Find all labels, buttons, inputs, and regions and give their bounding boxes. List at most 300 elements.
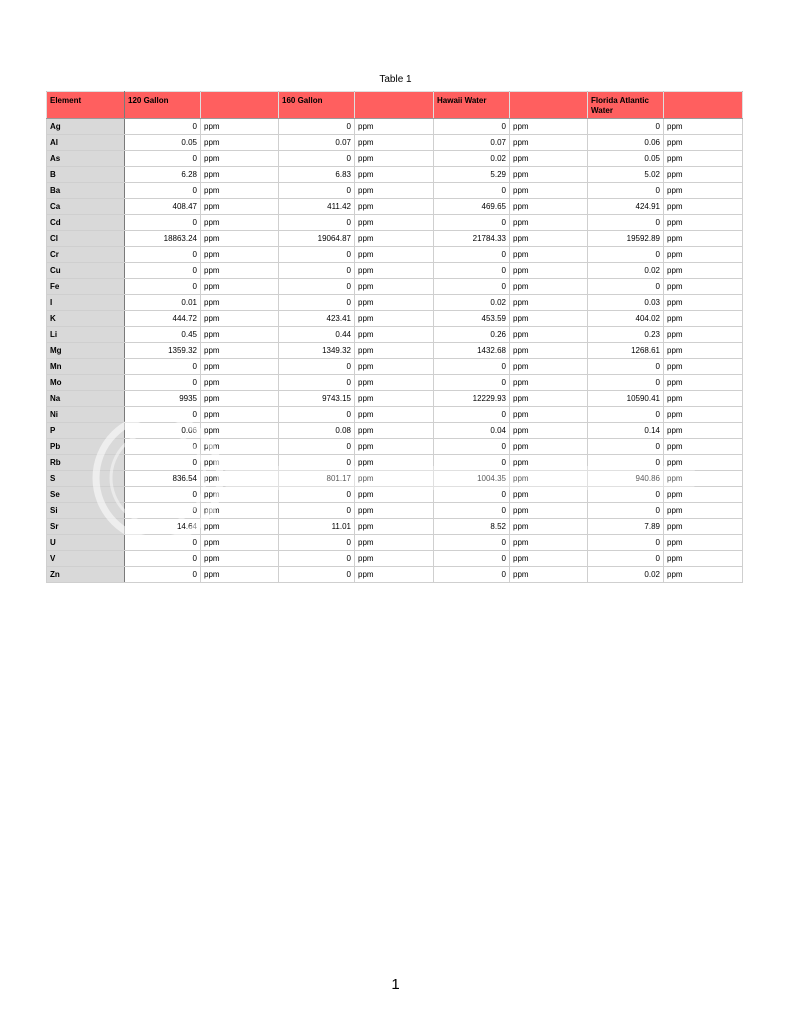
120-gallon-value: 6.28 xyxy=(125,167,201,183)
element-cell: Pb xyxy=(47,439,125,455)
120-gallon-unit: ppm xyxy=(201,199,279,215)
table-row xyxy=(47,359,743,375)
120-gallon-value: 0 xyxy=(125,439,201,455)
florida-atlantic-water-unit: ppm xyxy=(664,343,743,359)
hawaii-water-unit: ppm xyxy=(510,199,588,215)
120-gallon-value: 0 xyxy=(125,487,201,503)
160-gallon-value: 0 xyxy=(279,151,355,167)
hawaii-water-unit: ppm xyxy=(510,439,588,455)
hawaii-water-value: 0 xyxy=(434,487,510,503)
120-gallon-value: 408.47 xyxy=(125,199,201,215)
table-row xyxy=(47,327,743,343)
120-gallon-unit: ppm xyxy=(201,215,279,231)
hawaii-water-unit: ppm xyxy=(510,423,588,439)
header-florida-atlantic-water: Florida Atlantic Water xyxy=(588,92,664,119)
160-gallon-value: 0 xyxy=(279,375,355,391)
160-gallon-unit: ppm xyxy=(355,455,434,471)
160-gallon-unit: ppm xyxy=(355,199,434,215)
120-gallon-value: 0 xyxy=(125,279,201,295)
table-row xyxy=(47,199,743,215)
160-gallon-value: 801.17 xyxy=(279,471,355,487)
160-gallon-value: 411.42 xyxy=(279,199,355,215)
160-gallon-unit: ppm xyxy=(355,151,434,167)
120-gallon-value: 0 xyxy=(125,263,201,279)
florida-atlantic-water-value: 7.89 xyxy=(588,519,664,535)
florida-atlantic-water-unit: ppm xyxy=(664,263,743,279)
hawaii-water-value: 0 xyxy=(434,503,510,519)
hawaii-water-value: 0 xyxy=(434,551,510,567)
element-cell: Li xyxy=(47,327,125,343)
160-gallon-unit: ppm xyxy=(355,311,434,327)
element-cell: Ca xyxy=(47,199,125,215)
florida-atlantic-water-unit: ppm xyxy=(664,423,743,439)
florida-atlantic-water-value: 0 xyxy=(588,375,664,391)
120-gallon-unit: ppm xyxy=(201,567,279,583)
florida-atlantic-water-value: 0.06 xyxy=(588,135,664,151)
160-gallon-value: 0 xyxy=(279,183,355,199)
florida-atlantic-water-unit: ppm xyxy=(664,183,743,199)
120-gallon-value: 14.64 xyxy=(125,519,201,535)
florida-atlantic-water-unit: ppm xyxy=(664,535,743,551)
hawaii-water-value: 0 xyxy=(434,439,510,455)
table-body xyxy=(47,119,743,583)
hawaii-water-value: 0 xyxy=(434,279,510,295)
160-gallon-unit: ppm xyxy=(355,135,434,151)
table-row xyxy=(47,503,743,519)
table-row xyxy=(47,215,743,231)
hawaii-water-unit: ppm xyxy=(510,327,588,343)
florida-atlantic-water-value: 5.02 xyxy=(588,167,664,183)
header-120-gallon-unit xyxy=(201,92,279,119)
table-row xyxy=(47,455,743,471)
hawaii-water-value: 0.04 xyxy=(434,423,510,439)
florida-atlantic-water-unit: ppm xyxy=(664,167,743,183)
florida-atlantic-water-value: 0 xyxy=(588,247,664,263)
florida-atlantic-water-value: 0 xyxy=(588,215,664,231)
hawaii-water-unit: ppm xyxy=(510,135,588,151)
florida-atlantic-water-value: 0 xyxy=(588,183,664,199)
table-row xyxy=(47,263,743,279)
element-cell: Al xyxy=(47,135,125,151)
florida-atlantic-water-unit: ppm xyxy=(664,551,743,567)
120-gallon-value: 9935 xyxy=(125,391,201,407)
120-gallon-unit: ppm xyxy=(201,519,279,535)
160-gallon-unit: ppm xyxy=(355,343,434,359)
florida-atlantic-water-unit: ppm xyxy=(664,487,743,503)
element-cell: Fe xyxy=(47,279,125,295)
160-gallon-unit: ppm xyxy=(355,263,434,279)
120-gallon-value: 0 xyxy=(125,551,201,567)
florida-atlantic-water-unit: ppm xyxy=(664,199,743,215)
160-gallon-unit: ppm xyxy=(355,183,434,199)
160-gallon-value: 0 xyxy=(279,263,355,279)
160-gallon-unit: ppm xyxy=(355,487,434,503)
120-gallon-unit: ppm xyxy=(201,503,279,519)
120-gallon-unit: ppm xyxy=(201,471,279,487)
120-gallon-value: 0 xyxy=(125,119,201,135)
120-gallon-value: 0 xyxy=(125,183,201,199)
160-gallon-value: 1349.32 xyxy=(279,343,355,359)
120-gallon-unit: ppm xyxy=(201,167,279,183)
table-row xyxy=(47,551,743,567)
header-element: Element xyxy=(47,92,125,119)
160-gallon-unit: ppm xyxy=(355,375,434,391)
hawaii-water-value: 21784.33 xyxy=(434,231,510,247)
florida-atlantic-water-value: 0 xyxy=(588,551,664,567)
florida-atlantic-water-value: 0 xyxy=(588,359,664,375)
element-cell: As xyxy=(47,151,125,167)
hawaii-water-value: 0 xyxy=(434,375,510,391)
table-row xyxy=(47,295,743,311)
hawaii-water-value: 0 xyxy=(434,567,510,583)
120-gallon-value: 0 xyxy=(125,503,201,519)
hawaii-water-value: 5.29 xyxy=(434,167,510,183)
florida-atlantic-water-unit: ppm xyxy=(664,311,743,327)
hawaii-water-unit: ppm xyxy=(510,407,588,423)
header-160-gallon: 160 Gallon xyxy=(279,92,355,119)
florida-atlantic-water-value: 940.86 xyxy=(588,471,664,487)
120-gallon-value: 0 xyxy=(125,407,201,423)
160-gallon-unit: ppm xyxy=(355,215,434,231)
element-cell: Mn xyxy=(47,359,125,375)
florida-atlantic-water-unit: ppm xyxy=(664,247,743,263)
hawaii-water-unit: ppm xyxy=(510,183,588,199)
160-gallon-unit: ppm xyxy=(355,471,434,487)
hawaii-water-value: 1004.35 xyxy=(434,471,510,487)
florida-atlantic-water-unit: ppm xyxy=(664,119,743,135)
hawaii-water-value: 1432.68 xyxy=(434,343,510,359)
hawaii-water-unit: ppm xyxy=(510,487,588,503)
header-hawaii-water-unit xyxy=(510,92,588,119)
hawaii-water-unit: ppm xyxy=(510,359,588,375)
table-row xyxy=(47,535,743,551)
hawaii-water-value: 0 xyxy=(434,359,510,375)
element-cell: Ba xyxy=(47,183,125,199)
160-gallon-unit: ppm xyxy=(355,391,434,407)
florida-atlantic-water-value: 19592.89 xyxy=(588,231,664,247)
120-gallon-unit: ppm xyxy=(201,423,279,439)
page-number: 1 xyxy=(391,976,400,993)
element-cell: Sr xyxy=(47,519,125,535)
120-gallon-value: 0.45 xyxy=(125,327,201,343)
120-gallon-unit: ppm xyxy=(201,183,279,199)
hawaii-water-value: 0.26 xyxy=(434,327,510,343)
120-gallon-value: 444.72 xyxy=(125,311,201,327)
160-gallon-value: 0.08 xyxy=(279,423,355,439)
hawaii-water-unit: ppm xyxy=(510,295,588,311)
120-gallon-value: 0 xyxy=(125,455,201,471)
120-gallon-unit: ppm xyxy=(201,535,279,551)
hawaii-water-unit: ppm xyxy=(510,391,588,407)
element-cell: K xyxy=(47,311,125,327)
120-gallon-unit: ppm xyxy=(201,343,279,359)
element-cell: Cu xyxy=(47,263,125,279)
hawaii-water-value: 0.02 xyxy=(434,151,510,167)
hawaii-water-unit: ppm xyxy=(510,215,588,231)
120-gallon-unit: ppm xyxy=(201,311,279,327)
florida-atlantic-water-unit: ppm xyxy=(664,279,743,295)
florida-atlantic-water-value: 0 xyxy=(588,279,664,295)
florida-atlantic-water-value: 0 xyxy=(588,455,664,471)
table-row xyxy=(47,567,743,583)
120-gallon-value: 0 xyxy=(125,359,201,375)
florida-atlantic-water-value: 0 xyxy=(588,535,664,551)
120-gallon-unit: ppm xyxy=(201,151,279,167)
160-gallon-value: 0 xyxy=(279,247,355,263)
florida-atlantic-water-value: 0 xyxy=(588,119,664,135)
florida-atlantic-water-unit: ppm xyxy=(664,455,743,471)
160-gallon-unit: ppm xyxy=(355,519,434,535)
120-gallon-unit: ppm xyxy=(201,327,279,343)
hawaii-water-value: 8.52 xyxy=(434,519,510,535)
element-cell: V xyxy=(47,551,125,567)
120-gallon-unit: ppm xyxy=(201,359,279,375)
table-row xyxy=(47,247,743,263)
table-row xyxy=(47,407,743,423)
hawaii-water-unit: ppm xyxy=(510,263,588,279)
florida-atlantic-water-value: 0.02 xyxy=(588,263,664,279)
hawaii-water-value: 12229.93 xyxy=(434,391,510,407)
hawaii-water-value: 0 xyxy=(434,215,510,231)
element-cell: Na xyxy=(47,391,125,407)
160-gallon-value: 0.44 xyxy=(279,327,355,343)
table-row xyxy=(47,487,743,503)
120-gallon-value: 0.01 xyxy=(125,295,201,311)
hawaii-water-unit: ppm xyxy=(510,311,588,327)
120-gallon-unit: ppm xyxy=(201,263,279,279)
120-gallon-unit: ppm xyxy=(201,279,279,295)
160-gallon-unit: ppm xyxy=(355,327,434,343)
hawaii-water-value: 0 xyxy=(434,247,510,263)
table-row xyxy=(47,231,743,247)
160-gallon-unit: ppm xyxy=(355,279,434,295)
120-gallon-unit: ppm xyxy=(201,487,279,503)
florida-atlantic-water-value: 10590.41 xyxy=(588,391,664,407)
120-gallon-value: 0 xyxy=(125,375,201,391)
120-gallon-value: 0 xyxy=(125,215,201,231)
hawaii-water-unit: ppm xyxy=(510,375,588,391)
160-gallon-unit: ppm xyxy=(355,551,434,567)
160-gallon-value: 0 xyxy=(279,407,355,423)
hawaii-water-unit: ppm xyxy=(510,503,588,519)
table-row xyxy=(47,375,743,391)
element-cell: Zn xyxy=(47,567,125,583)
160-gallon-value: 0 xyxy=(279,119,355,135)
hawaii-water-value: 0.07 xyxy=(434,135,510,151)
160-gallon-value: 0 xyxy=(279,503,355,519)
160-gallon-unit: ppm xyxy=(355,295,434,311)
table-title: Table 1 xyxy=(379,74,412,85)
160-gallon-value: 0 xyxy=(279,359,355,375)
120-gallon-unit: ppm xyxy=(201,455,279,471)
120-gallon-value: 0 xyxy=(125,151,201,167)
160-gallon-unit: ppm xyxy=(355,247,434,263)
hawaii-water-unit: ppm xyxy=(510,119,588,135)
120-gallon-unit: ppm xyxy=(201,407,279,423)
160-gallon-value: 0 xyxy=(279,535,355,551)
element-cell: Mg xyxy=(47,343,125,359)
160-gallon-unit: ppm xyxy=(355,567,434,583)
120-gallon-value: 0 xyxy=(125,535,201,551)
florida-atlantic-water-unit: ppm xyxy=(664,151,743,167)
120-gallon-unit: ppm xyxy=(201,551,279,567)
hawaii-water-value: 0 xyxy=(434,263,510,279)
160-gallon-value: 9743.15 xyxy=(279,391,355,407)
hawaii-water-unit: ppm xyxy=(510,151,588,167)
header-hawaii-water: Hawaii Water xyxy=(434,92,510,119)
160-gallon-unit: ppm xyxy=(355,167,434,183)
160-gallon-unit: ppm xyxy=(355,407,434,423)
florida-atlantic-water-value: 0.03 xyxy=(588,295,664,311)
florida-atlantic-water-unit: ppm xyxy=(664,359,743,375)
160-gallon-value: 0 xyxy=(279,487,355,503)
table-row xyxy=(47,279,743,295)
160-gallon-value: 0 xyxy=(279,551,355,567)
160-gallon-value: 19064.87 xyxy=(279,231,355,247)
160-gallon-unit: ppm xyxy=(355,231,434,247)
120-gallon-value: 18863.24 xyxy=(125,231,201,247)
header-120-gallon: 120 Gallon xyxy=(125,92,201,119)
hawaii-water-unit: ppm xyxy=(510,519,588,535)
florida-atlantic-water-value: 404.02 xyxy=(588,311,664,327)
table-row xyxy=(47,423,743,439)
160-gallon-value: 0 xyxy=(279,567,355,583)
florida-atlantic-water-unit: ppm xyxy=(664,503,743,519)
florida-atlantic-water-unit: ppm xyxy=(664,391,743,407)
element-cell: Mo xyxy=(47,375,125,391)
120-gallon-unit: ppm xyxy=(201,295,279,311)
florida-atlantic-water-unit: ppm xyxy=(664,471,743,487)
florida-atlantic-water-value: 0.23 xyxy=(588,327,664,343)
table-row xyxy=(47,439,743,455)
120-gallon-value: 836.54 xyxy=(125,471,201,487)
160-gallon-value: 0 xyxy=(279,455,355,471)
hawaii-water-unit: ppm xyxy=(510,567,588,583)
florida-atlantic-water-unit: ppm xyxy=(664,327,743,343)
160-gallon-value: 6.83 xyxy=(279,167,355,183)
hawaii-water-value: 0 xyxy=(434,535,510,551)
element-cell: Ni xyxy=(47,407,125,423)
element-cell: U xyxy=(47,535,125,551)
element-cell: Cd xyxy=(47,215,125,231)
160-gallon-value: 0.07 xyxy=(279,135,355,151)
florida-atlantic-water-unit: ppm xyxy=(664,215,743,231)
florida-atlantic-water-value: 0 xyxy=(588,439,664,455)
160-gallon-value: 0 xyxy=(279,295,355,311)
table-row xyxy=(47,519,743,535)
hawaii-water-unit: ppm xyxy=(510,471,588,487)
florida-atlantic-water-value: 0 xyxy=(588,407,664,423)
table-row xyxy=(47,151,743,167)
table-row xyxy=(47,343,743,359)
hawaii-water-value: 0 xyxy=(434,407,510,423)
florida-atlantic-water-value: 424.91 xyxy=(588,199,664,215)
element-cell: B xyxy=(47,167,125,183)
160-gallon-unit: ppm xyxy=(355,439,434,455)
hawaii-water-unit: ppm xyxy=(510,167,588,183)
table-row xyxy=(47,135,743,151)
160-gallon-unit: ppm xyxy=(355,423,434,439)
florida-atlantic-water-unit: ppm xyxy=(664,375,743,391)
element-cell: S xyxy=(47,471,125,487)
120-gallon-unit: ppm xyxy=(201,375,279,391)
element-cell: Rb xyxy=(47,455,125,471)
florida-atlantic-water-unit: ppm xyxy=(664,439,743,455)
hawaii-water-value: 469.65 xyxy=(434,199,510,215)
hawaii-water-value: 453.59 xyxy=(434,311,510,327)
table-row xyxy=(47,471,743,487)
element-cell: Ag xyxy=(47,119,125,135)
120-gallon-unit: ppm xyxy=(201,119,279,135)
table-header-row xyxy=(47,92,743,119)
120-gallon-unit: ppm xyxy=(201,135,279,151)
element-cell: Si xyxy=(47,503,125,519)
160-gallon-unit: ppm xyxy=(355,359,434,375)
table-row xyxy=(47,311,743,327)
florida-atlantic-water-unit: ppm xyxy=(664,135,743,151)
120-gallon-value: 1359.32 xyxy=(125,343,201,359)
table-row xyxy=(47,119,743,135)
hawaii-water-value: 0.02 xyxy=(434,295,510,311)
160-gallon-value: 11.01 xyxy=(279,519,355,535)
table-row xyxy=(47,183,743,199)
hawaii-water-unit: ppm xyxy=(510,279,588,295)
120-gallon-unit: ppm xyxy=(201,247,279,263)
element-cell: I xyxy=(47,295,125,311)
florida-atlantic-water-unit: ppm xyxy=(664,519,743,535)
florida-atlantic-water-unit: ppm xyxy=(664,231,743,247)
table-row xyxy=(47,391,743,407)
florida-atlantic-water-value: 0 xyxy=(588,503,664,519)
160-gallon-unit: ppm xyxy=(355,119,434,135)
120-gallon-value: 0 xyxy=(125,567,201,583)
florida-atlantic-water-unit: ppm xyxy=(664,407,743,423)
160-gallon-value: 0 xyxy=(279,215,355,231)
florida-atlantic-water-value: 0 xyxy=(588,487,664,503)
header-florida-atlantic-water-unit xyxy=(664,92,743,119)
florida-atlantic-water-value: 0.02 xyxy=(588,567,664,583)
header-160-gallon-unit xyxy=(355,92,434,119)
florida-atlantic-water-value: 1268.61 xyxy=(588,343,664,359)
hawaii-water-value: 0 xyxy=(434,119,510,135)
120-gallon-unit: ppm xyxy=(201,439,279,455)
160-gallon-unit: ppm xyxy=(355,503,434,519)
hawaii-water-unit: ppm xyxy=(510,247,588,263)
element-cell: Se xyxy=(47,487,125,503)
120-gallon-unit: ppm xyxy=(201,391,279,407)
hawaii-water-value: 0 xyxy=(434,183,510,199)
120-gallon-unit: ppm xyxy=(201,231,279,247)
120-gallon-value: 0 xyxy=(125,247,201,263)
160-gallon-value: 423.41 xyxy=(279,311,355,327)
element-cell: P xyxy=(47,423,125,439)
hawaii-water-unit: ppm xyxy=(510,551,588,567)
florida-atlantic-water-value: 0.05 xyxy=(588,151,664,167)
120-gallon-value: 0.05 xyxy=(125,135,201,151)
160-gallon-value: 0 xyxy=(279,439,355,455)
element-cell: Cr xyxy=(47,247,125,263)
data-table xyxy=(46,91,743,583)
table-row xyxy=(47,167,743,183)
hawaii-water-value: 0 xyxy=(434,455,510,471)
florida-atlantic-water-unit: ppm xyxy=(664,295,743,311)
florida-atlantic-water-unit: ppm xyxy=(664,567,743,583)
element-cell: Cl xyxy=(47,231,125,247)
160-gallon-value: 0 xyxy=(279,279,355,295)
hawaii-water-unit: ppm xyxy=(510,455,588,471)
hawaii-water-unit: ppm xyxy=(510,231,588,247)
florida-atlantic-water-value: 0.14 xyxy=(588,423,664,439)
